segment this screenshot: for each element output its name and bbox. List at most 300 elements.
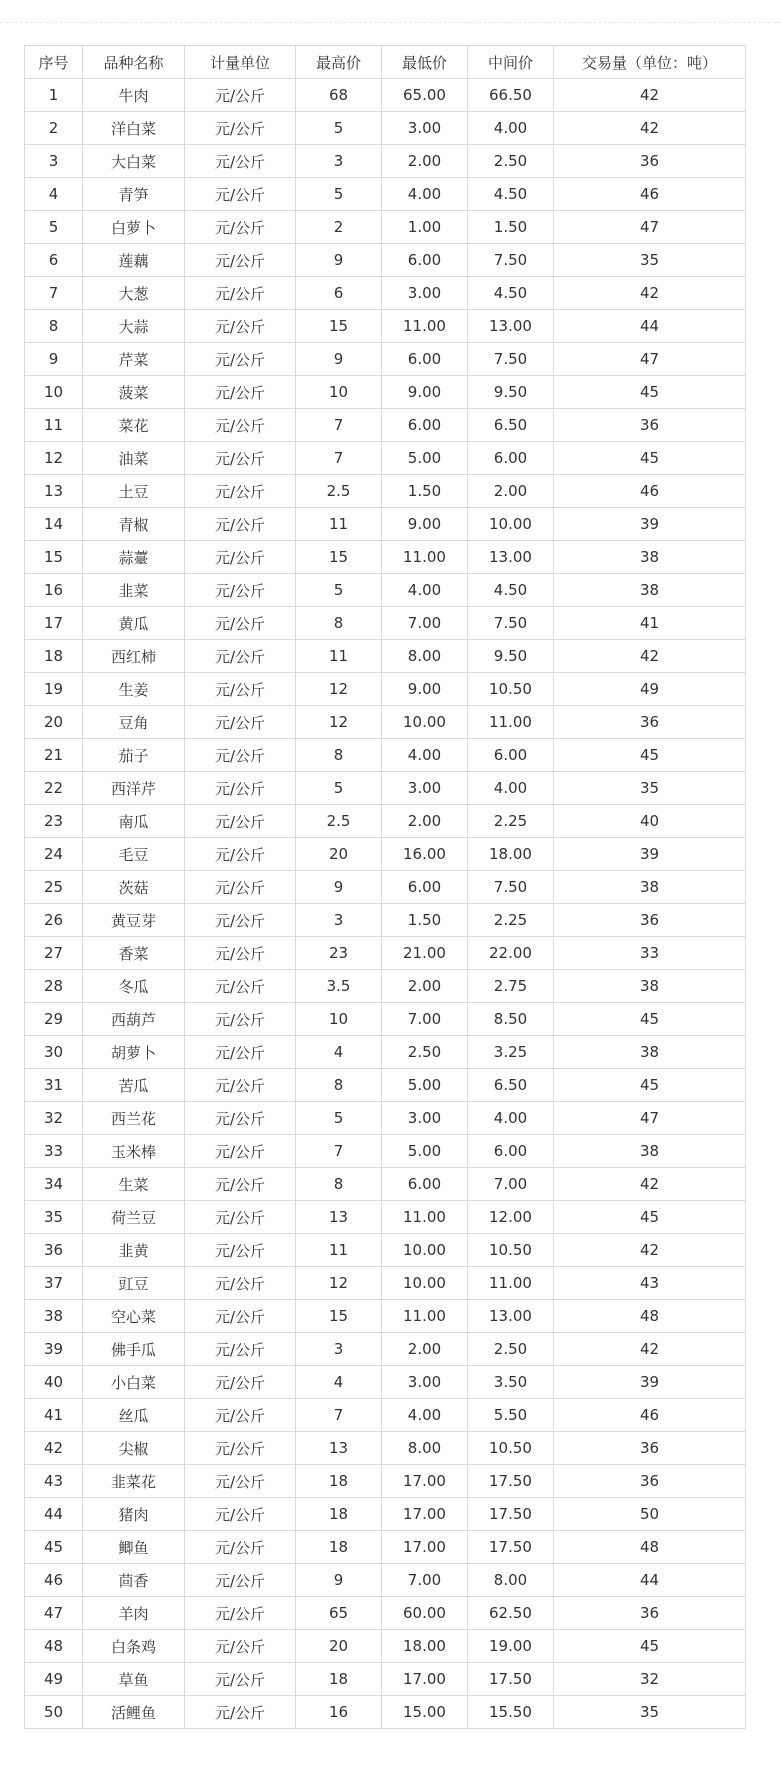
cell-mid-price: 8.50	[468, 1003, 554, 1036]
cell-volume: 36	[554, 1432, 746, 1465]
cell-variety: 大蒜	[83, 310, 185, 343]
cell-min-price: 16.00	[382, 838, 468, 871]
cell-mid-price: 4.50	[468, 277, 554, 310]
table-row	[25, 1003, 746, 1036]
cell-max-price: 12	[296, 673, 382, 706]
cell-mid-price: 2.50	[468, 1333, 554, 1366]
cell-min-price: 1.50	[382, 904, 468, 937]
table-row	[25, 1696, 746, 1729]
cell-max-price: 8	[296, 1069, 382, 1102]
cell-variety: 大白菜	[83, 145, 185, 178]
cell-seq: 23	[25, 805, 83, 838]
cell-max-price: 12	[296, 1267, 382, 1300]
cell-min-price: 3.00	[382, 112, 468, 145]
table-row	[25, 1069, 746, 1102]
cell-min-price: 5.00	[382, 442, 468, 475]
table-row	[25, 1663, 746, 1696]
cell-unit: 元/公斤	[185, 772, 296, 805]
cell-unit: 元/公斤	[185, 1102, 296, 1135]
cell-max-price: 18	[296, 1663, 382, 1696]
cell-mid-price: 1.50	[468, 211, 554, 244]
cell-mid-price: 10.50	[468, 1234, 554, 1267]
cell-min-price: 4.00	[382, 739, 468, 772]
cell-variety: 荷兰豆	[83, 1201, 185, 1234]
top-divider	[0, 22, 781, 23]
header-min-price: 最低价	[382, 46, 468, 79]
cell-unit: 元/公斤	[185, 739, 296, 772]
cell-variety: 菠菜	[83, 376, 185, 409]
cell-max-price: 11	[296, 640, 382, 673]
cell-max-price: 10	[296, 1003, 382, 1036]
cell-variety: 毛豆	[83, 838, 185, 871]
cell-seq: 26	[25, 904, 83, 937]
cell-min-price: 10.00	[382, 1234, 468, 1267]
cell-mid-price: 10.50	[468, 1432, 554, 1465]
cell-max-price: 5	[296, 112, 382, 145]
cell-mid-price: 10.00	[468, 508, 554, 541]
cell-min-price: 8.00	[382, 1432, 468, 1465]
cell-volume: 38	[554, 970, 746, 1003]
table-row	[25, 1267, 746, 1300]
cell-volume: 42	[554, 79, 746, 112]
cell-variety: 茴香	[83, 1564, 185, 1597]
table-row	[25, 1135, 746, 1168]
cell-unit: 元/公斤	[185, 1696, 296, 1729]
cell-mid-price: 7.50	[468, 244, 554, 277]
cell-max-price: 9	[296, 1564, 382, 1597]
table-row	[25, 508, 746, 541]
cell-mid-price: 6.00	[468, 442, 554, 475]
cell-mid-price: 11.00	[468, 1267, 554, 1300]
cell-min-price: 10.00	[382, 1267, 468, 1300]
cell-volume: 42	[554, 112, 746, 145]
cell-max-price: 8	[296, 1168, 382, 1201]
cell-variety: 韭黄	[83, 1234, 185, 1267]
cell-mid-price: 5.50	[468, 1399, 554, 1432]
cell-min-price: 2.50	[382, 1036, 468, 1069]
cell-max-price: 8	[296, 739, 382, 772]
cell-max-price: 3	[296, 1333, 382, 1366]
table-row	[25, 1036, 746, 1069]
cell-unit: 元/公斤	[185, 838, 296, 871]
table-row	[25, 310, 746, 343]
table-row	[25, 607, 746, 640]
cell-volume: 36	[554, 145, 746, 178]
cell-volume: 42	[554, 640, 746, 673]
cell-unit: 元/公斤	[185, 277, 296, 310]
cell-min-price: 17.00	[382, 1663, 468, 1696]
cell-variety: 西洋芹	[83, 772, 185, 805]
cell-seq: 6	[25, 244, 83, 277]
cell-seq: 36	[25, 1234, 83, 1267]
cell-max-price: 20	[296, 838, 382, 871]
cell-volume: 39	[554, 838, 746, 871]
table-row	[25, 244, 746, 277]
table-row	[25, 1333, 746, 1366]
cell-mid-price: 18.00	[468, 838, 554, 871]
cell-volume: 36	[554, 706, 746, 739]
cell-variety: 生菜	[83, 1168, 185, 1201]
cell-max-price: 2	[296, 211, 382, 244]
cell-min-price: 1.00	[382, 211, 468, 244]
cell-mid-price: 7.50	[468, 343, 554, 376]
cell-min-price: 4.00	[382, 574, 468, 607]
cell-unit: 元/公斤	[185, 871, 296, 904]
cell-max-price: 5	[296, 574, 382, 607]
cell-variety: 香菜	[83, 937, 185, 970]
cell-max-price: 3.5	[296, 970, 382, 1003]
cell-max-price: 12	[296, 706, 382, 739]
cell-variety: 莲藕	[83, 244, 185, 277]
cell-mid-price: 2.00	[468, 475, 554, 508]
cell-max-price: 11	[296, 1234, 382, 1267]
cell-volume: 46	[554, 475, 746, 508]
header-volume: 交易量（单位：吨）	[554, 46, 746, 79]
cell-max-price: 68	[296, 79, 382, 112]
cell-variety: 玉米棒	[83, 1135, 185, 1168]
cell-seq: 19	[25, 673, 83, 706]
cell-min-price: 6.00	[382, 343, 468, 376]
cell-seq: 33	[25, 1135, 83, 1168]
cell-min-price: 3.00	[382, 1366, 468, 1399]
cell-volume: 39	[554, 508, 746, 541]
cell-variety: 西兰花	[83, 1102, 185, 1135]
cell-mid-price: 10.50	[468, 673, 554, 706]
cell-seq: 30	[25, 1036, 83, 1069]
cell-volume: 45	[554, 442, 746, 475]
cell-min-price: 3.00	[382, 1102, 468, 1135]
cell-seq: 16	[25, 574, 83, 607]
cell-seq: 13	[25, 475, 83, 508]
table-row	[25, 1102, 746, 1135]
cell-mid-price: 62.50	[468, 1597, 554, 1630]
cell-volume: 35	[554, 244, 746, 277]
table-row	[25, 1597, 746, 1630]
cell-mid-price: 4.00	[468, 772, 554, 805]
cell-max-price: 5	[296, 178, 382, 211]
cell-seq: 15	[25, 541, 83, 574]
cell-max-price: 5	[296, 1102, 382, 1135]
table-row	[25, 211, 746, 244]
cell-unit: 元/公斤	[185, 1630, 296, 1663]
cell-max-price: 8	[296, 607, 382, 640]
cell-seq: 11	[25, 409, 83, 442]
cell-max-price: 7	[296, 442, 382, 475]
cell-seq: 37	[25, 1267, 83, 1300]
table-row	[25, 1366, 746, 1399]
cell-unit: 元/公斤	[185, 1531, 296, 1564]
cell-volume: 36	[554, 1597, 746, 1630]
cell-min-price: 3.00	[382, 772, 468, 805]
cell-unit: 元/公斤	[185, 706, 296, 739]
cell-unit: 元/公斤	[185, 574, 296, 607]
cell-max-price: 9	[296, 244, 382, 277]
cell-unit: 元/公斤	[185, 1498, 296, 1531]
table-row	[25, 772, 746, 805]
cell-seq: 42	[25, 1432, 83, 1465]
header-variety: 品种名称	[83, 46, 185, 79]
cell-mid-price: 4.50	[468, 574, 554, 607]
cell-seq: 7	[25, 277, 83, 310]
cell-unit: 元/公斤	[185, 1399, 296, 1432]
cell-min-price: 7.00	[382, 1003, 468, 1036]
header-mid-price: 中间价	[468, 46, 554, 79]
cell-volume: 35	[554, 1696, 746, 1729]
cell-variety: 白条鸡	[83, 1630, 185, 1663]
cell-mid-price: 66.50	[468, 79, 554, 112]
cell-mid-price: 22.00	[468, 937, 554, 970]
cell-volume: 42	[554, 1333, 746, 1366]
cell-variety: 生姜	[83, 673, 185, 706]
cell-max-price: 10	[296, 376, 382, 409]
cell-unit: 元/公斤	[185, 904, 296, 937]
table-row	[25, 376, 746, 409]
table-row	[25, 79, 746, 112]
table-row	[25, 1300, 746, 1333]
table-row	[25, 838, 746, 871]
cell-seq: 24	[25, 838, 83, 871]
cell-unit: 元/公斤	[185, 475, 296, 508]
cell-seq: 18	[25, 640, 83, 673]
cell-mid-price: 7.50	[468, 607, 554, 640]
cell-min-price: 2.00	[382, 1333, 468, 1366]
cell-min-price: 11.00	[382, 541, 468, 574]
cell-mid-price: 3.50	[468, 1366, 554, 1399]
cell-min-price: 6.00	[382, 244, 468, 277]
cell-seq: 2	[25, 112, 83, 145]
table-row	[25, 739, 746, 772]
cell-variety: 茄子	[83, 739, 185, 772]
cell-max-price: 15	[296, 1300, 382, 1333]
cell-max-price: 9	[296, 871, 382, 904]
cell-min-price: 2.00	[382, 970, 468, 1003]
cell-variety: 油菜	[83, 442, 185, 475]
cell-min-price: 2.00	[382, 805, 468, 838]
cell-variety: 草鱼	[83, 1663, 185, 1696]
cell-variety: 牛肉	[83, 79, 185, 112]
cell-unit: 元/公斤	[185, 1597, 296, 1630]
cell-mid-price: 17.50	[468, 1663, 554, 1696]
header-max-price: 最高价	[296, 46, 382, 79]
cell-seq: 8	[25, 310, 83, 343]
cell-seq: 50	[25, 1696, 83, 1729]
cell-min-price: 17.00	[382, 1465, 468, 1498]
cell-max-price: 20	[296, 1630, 382, 1663]
table-row	[25, 640, 746, 673]
cell-volume: 35	[554, 772, 746, 805]
cell-seq: 28	[25, 970, 83, 1003]
cell-min-price: 8.00	[382, 640, 468, 673]
cell-mid-price: 7.50	[468, 871, 554, 904]
cell-max-price: 7	[296, 1135, 382, 1168]
table-row	[25, 1531, 746, 1564]
cell-min-price: 17.00	[382, 1498, 468, 1531]
cell-min-price: 11.00	[382, 1201, 468, 1234]
table-row	[25, 574, 746, 607]
cell-seq: 49	[25, 1663, 83, 1696]
cell-volume: 38	[554, 1135, 746, 1168]
cell-unit: 元/公斤	[185, 1267, 296, 1300]
cell-unit: 元/公斤	[185, 79, 296, 112]
cell-seq: 41	[25, 1399, 83, 1432]
cell-mid-price: 11.00	[468, 706, 554, 739]
cell-volume: 50	[554, 1498, 746, 1531]
cell-max-price: 18	[296, 1498, 382, 1531]
cell-variety: 芹菜	[83, 343, 185, 376]
cell-volume: 33	[554, 937, 746, 970]
cell-min-price: 17.00	[382, 1531, 468, 1564]
cell-unit: 元/公斤	[185, 541, 296, 574]
cell-unit: 元/公斤	[185, 1465, 296, 1498]
table-row	[25, 1465, 746, 1498]
cell-unit: 元/公斤	[185, 805, 296, 838]
cell-seq: 25	[25, 871, 83, 904]
cell-volume: 47	[554, 343, 746, 376]
cell-mid-price: 12.00	[468, 1201, 554, 1234]
cell-min-price: 7.00	[382, 1564, 468, 1597]
cell-min-price: 6.00	[382, 871, 468, 904]
cell-mid-price: 9.50	[468, 376, 554, 409]
cell-seq: 45	[25, 1531, 83, 1564]
cell-seq: 44	[25, 1498, 83, 1531]
cell-variety: 猪肉	[83, 1498, 185, 1531]
cell-min-price: 6.00	[382, 1168, 468, 1201]
cell-mid-price: 2.25	[468, 805, 554, 838]
cell-unit: 元/公斤	[185, 970, 296, 1003]
cell-seq: 38	[25, 1300, 83, 1333]
cell-mid-price: 4.50	[468, 178, 554, 211]
cell-mid-price: 2.50	[468, 145, 554, 178]
cell-unit: 元/公斤	[185, 1564, 296, 1597]
cell-min-price: 65.00	[382, 79, 468, 112]
cell-mid-price: 19.00	[468, 1630, 554, 1663]
cell-variety: 青椒	[83, 508, 185, 541]
cell-unit: 元/公斤	[185, 145, 296, 178]
cell-seq: 34	[25, 1168, 83, 1201]
cell-volume: 36	[554, 904, 746, 937]
cell-variety: 黄豆芽	[83, 904, 185, 937]
cell-mid-price: 13.00	[468, 1300, 554, 1333]
cell-seq: 46	[25, 1564, 83, 1597]
cell-max-price: 2.5	[296, 475, 382, 508]
cell-max-price: 3	[296, 145, 382, 178]
cell-variety: 洋白菜	[83, 112, 185, 145]
table-row	[25, 1432, 746, 1465]
table-row	[25, 145, 746, 178]
cell-max-price: 65	[296, 1597, 382, 1630]
cell-volume: 47	[554, 211, 746, 244]
cell-unit: 元/公斤	[185, 508, 296, 541]
cell-seq: 4	[25, 178, 83, 211]
cell-variety: 羊肉	[83, 1597, 185, 1630]
table-header-row	[25, 46, 746, 79]
cell-mid-price: 9.50	[468, 640, 554, 673]
cell-unit: 元/公斤	[185, 1333, 296, 1366]
cell-min-price: 18.00	[382, 1630, 468, 1663]
cell-variety: 蒜薹	[83, 541, 185, 574]
cell-max-price: 11	[296, 508, 382, 541]
cell-mid-price: 15.50	[468, 1696, 554, 1729]
cell-max-price: 15	[296, 310, 382, 343]
cell-max-price: 4	[296, 1036, 382, 1069]
cell-volume: 32	[554, 1663, 746, 1696]
cell-volume: 45	[554, 1630, 746, 1663]
table-row	[25, 1498, 746, 1531]
cell-volume: 39	[554, 1366, 746, 1399]
cell-mid-price: 17.50	[468, 1498, 554, 1531]
table-row	[25, 343, 746, 376]
cell-unit: 元/公斤	[185, 112, 296, 145]
cell-volume: 44	[554, 310, 746, 343]
table-row	[25, 673, 746, 706]
cell-seq: 1	[25, 79, 83, 112]
cell-seq: 31	[25, 1069, 83, 1102]
cell-unit: 元/公斤	[185, 1036, 296, 1069]
cell-min-price: 10.00	[382, 706, 468, 739]
cell-variety: 黄瓜	[83, 607, 185, 640]
cell-variety: 土豆	[83, 475, 185, 508]
cell-volume: 49	[554, 673, 746, 706]
cell-variety: 尖椒	[83, 1432, 185, 1465]
cell-variety: 冬瓜	[83, 970, 185, 1003]
table-row	[25, 409, 746, 442]
cell-unit: 元/公斤	[185, 343, 296, 376]
cell-max-price: 2.5	[296, 805, 382, 838]
cell-mid-price: 6.50	[468, 409, 554, 442]
cell-min-price: 6.00	[382, 409, 468, 442]
cell-unit: 元/公斤	[185, 1300, 296, 1333]
price-table	[24, 45, 746, 1729]
cell-min-price: 1.50	[382, 475, 468, 508]
cell-volume: 47	[554, 1102, 746, 1135]
cell-seq: 47	[25, 1597, 83, 1630]
cell-min-price: 11.00	[382, 1300, 468, 1333]
cell-max-price: 7	[296, 1399, 382, 1432]
cell-volume: 42	[554, 1234, 746, 1267]
cell-volume: 38	[554, 1036, 746, 1069]
cell-seq: 12	[25, 442, 83, 475]
cell-variety: 空心菜	[83, 1300, 185, 1333]
table-row	[25, 178, 746, 211]
table-row	[25, 904, 746, 937]
cell-volume: 38	[554, 871, 746, 904]
cell-mid-price: 7.00	[468, 1168, 554, 1201]
cell-max-price: 9	[296, 343, 382, 376]
cell-unit: 元/公斤	[185, 1135, 296, 1168]
cell-max-price: 3	[296, 904, 382, 937]
cell-max-price: 16	[296, 1696, 382, 1729]
cell-max-price: 13	[296, 1201, 382, 1234]
cell-seq: 17	[25, 607, 83, 640]
cell-unit: 元/公斤	[185, 1168, 296, 1201]
cell-min-price: 5.00	[382, 1069, 468, 1102]
cell-mid-price: 17.50	[468, 1531, 554, 1564]
table-row	[25, 937, 746, 970]
cell-seq: 48	[25, 1630, 83, 1663]
header-seq: 序号	[25, 46, 83, 79]
cell-min-price: 5.00	[382, 1135, 468, 1168]
cell-seq: 32	[25, 1102, 83, 1135]
cell-seq: 10	[25, 376, 83, 409]
cell-min-price: 9.00	[382, 376, 468, 409]
cell-variety: 丝瓜	[83, 1399, 185, 1432]
cell-volume: 45	[554, 1003, 746, 1036]
cell-variety: 青笋	[83, 178, 185, 211]
cell-seq: 20	[25, 706, 83, 739]
cell-volume: 40	[554, 805, 746, 838]
cell-unit: 元/公斤	[185, 607, 296, 640]
cell-seq: 29	[25, 1003, 83, 1036]
